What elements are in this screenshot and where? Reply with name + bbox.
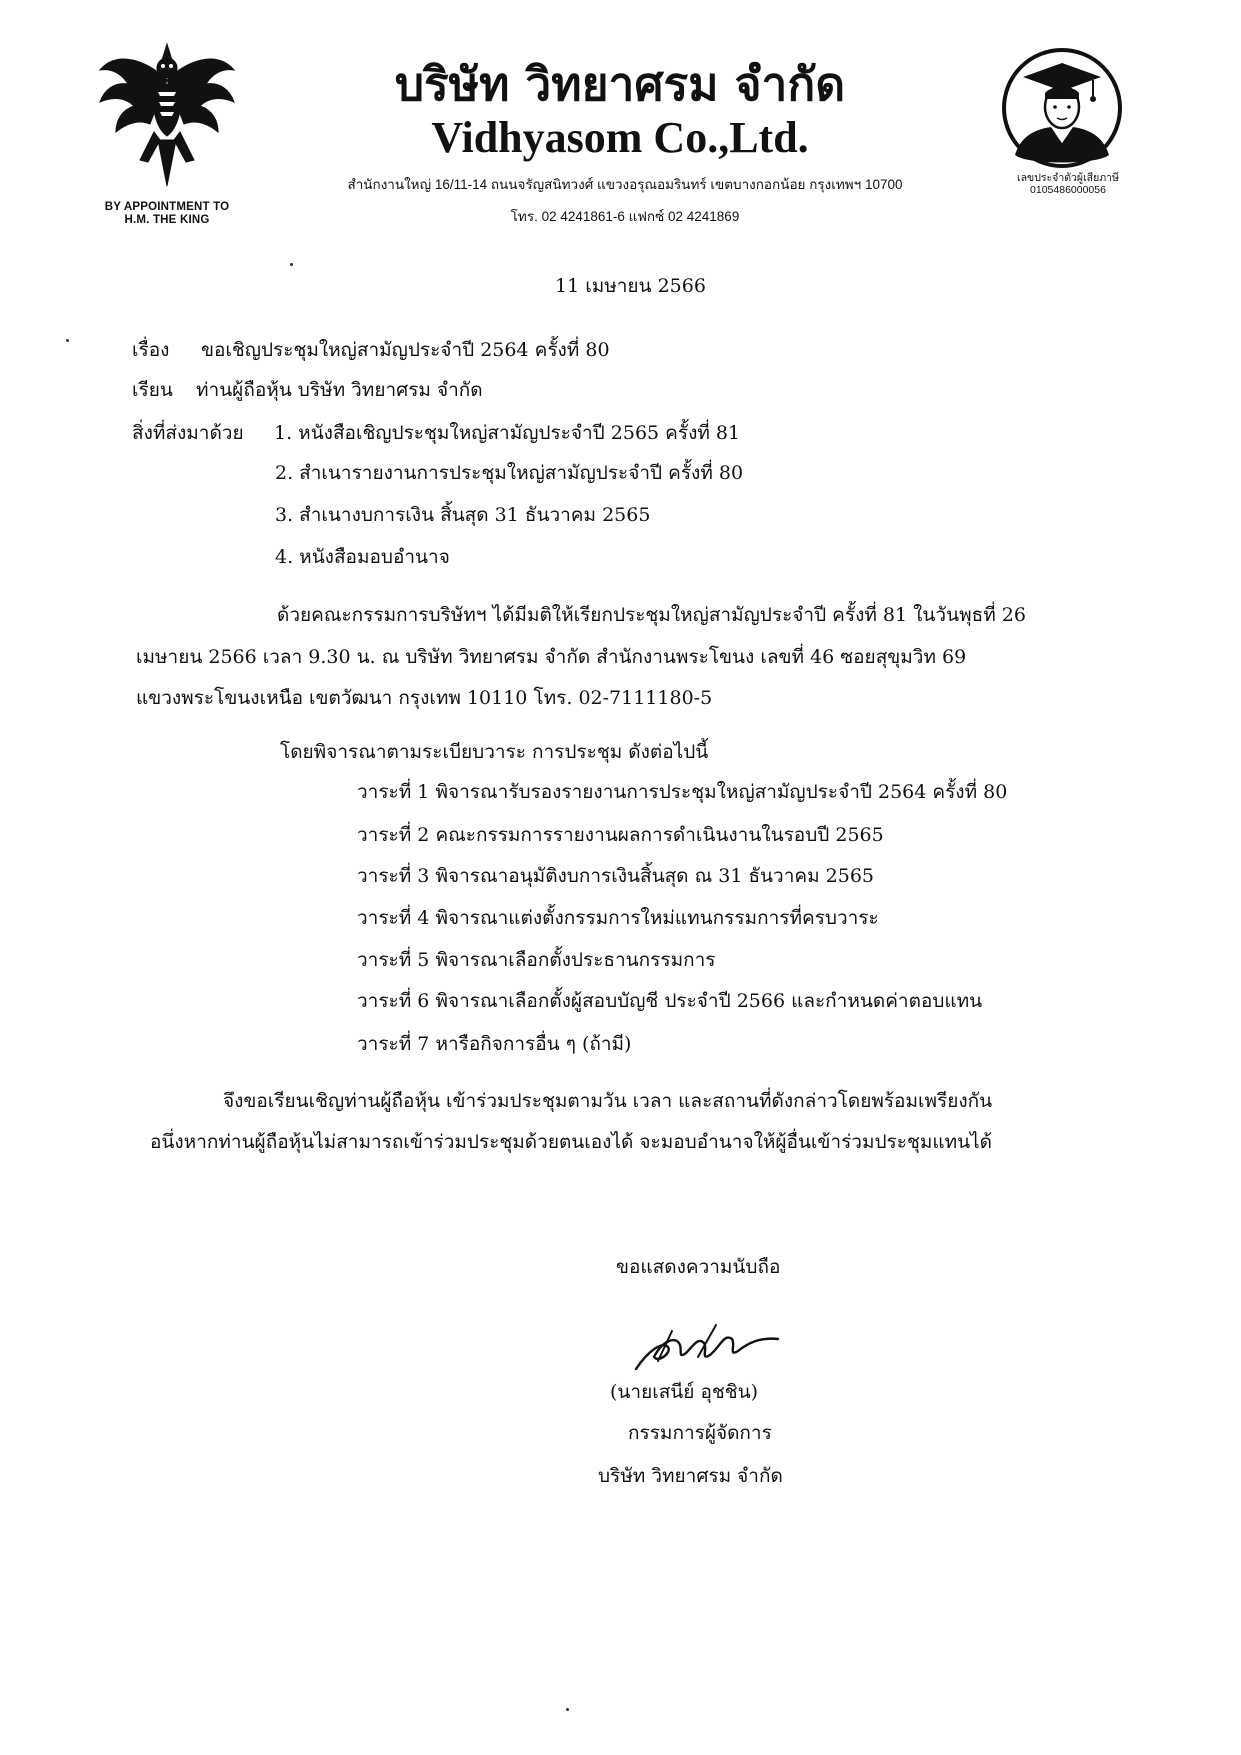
- scan-speck: [566, 1708, 569, 1711]
- agenda-item: วาระที่ 5 พิจารณาเลือกตั้งประธานกรรมการ: [357, 949, 716, 971]
- closing-line: อนึ่งหากท่านผู้ถือหุ้นไม่สามารถเข้าร่วมประชุมด้วยตนเองได้ จะมอบอำนาจให้ผู้อื่นเข้าร่วมประชุมแทนได้: [150, 1131, 993, 1153]
- scan-speck: [66, 339, 69, 342]
- appointment-line-1: BY APPOINTMENT TO: [104, 201, 230, 213]
- regards: ขอแสดงความนับถือ: [616, 1256, 781, 1278]
- enclosure-item: 2. สำเนารายงานการประชุมใหญ่สามัญประจำปี ครั้งที่ 80: [275, 462, 744, 484]
- tax-id-number: 0105486000056: [1030, 184, 1106, 196]
- head-office-address: สำนักงานใหญ่ 16/11-14 ถนนจรัญสนิทวงศ์ แขวงอรุณอมรินทร์ เขตบางกอกน้อย กรุงเทพฯ 10700: [347, 177, 903, 192]
- meeting-notice-line: เมษายน 2566 เวลา 9.30 น. ณ บริษัท วิทยาศรม จำกัด สำนักงานพระโขนง เลขที่ 46 ซอยสุขุมวิท 69: [136, 646, 967, 668]
- enclosure-item: 3. สำเนางบการเงิน สิ้นสุด 31 ธันวาคม 2565: [275, 504, 651, 526]
- agenda-item: วาระที่ 1 พิจารณารับรองรายงานการประชุมใหญ่สามัญประจำปี 2564 ครั้งที่ 80: [357, 781, 1008, 803]
- agenda-item: วาระที่ 4 พิจารณาแต่งตั้งกรรมการใหม่แทนกรรมการที่ครบวาระ: [357, 907, 879, 929]
- recipient-line: [132, 376, 483, 404]
- closing-line: จึงขอเรียนเชิญท่านผู้ถือหุ้น เข้าร่วมประชุมตามวัน เวลา และสถานที่ดังกล่าวโดยพร้อมเพรียงกัน: [223, 1090, 993, 1112]
- company-name-thai: บริษัท วิทยาศรม จำกัด: [394, 57, 846, 111]
- agenda-intro: โดยพิจารณาตามระเบียบวาระ การประชุม ดังต่อไปนี้: [280, 741, 709, 763]
- agenda-item: วาระที่ 2 คณะกรรมการรายงานผลการดำเนินงานในรอบปี 2565: [357, 824, 884, 846]
- garuda-emblem-icon: [92, 40, 242, 190]
- signer-name: (นายเสนีย์ อุชชิน): [610, 1381, 759, 1403]
- enclosure-line: [132, 419, 740, 447]
- agenda-item: วาระที่ 3 พิจารณาอนุมัติงบการเงินสิ้นสุด ณ 31 ธันวาคม 2565: [357, 865, 874, 887]
- meeting-notice-line: ด้วยคณะกรรมการบริษัทฯ ได้มีมติให้เรียกประชุมใหญ่สามัญประจำปี ครั้งที่ 81 ในวันพุธที่ 26: [277, 604, 1026, 626]
- scan-speck: [290, 263, 293, 266]
- subject-text: ขอเชิญประชุมใหญ่สามัญประจำปี 2564 ครั้งที่ 80: [201, 339, 610, 361]
- signer-company: บริษัท วิทยาศรม จำกัด: [598, 1465, 783, 1487]
- meeting-notice-line: แขวงพระโขนงเหนือ เขตวัฒนา กรุงเทพ 10110 โทร. 02-7111180-5: [136, 687, 713, 709]
- appointment-line-2: H.M. THE KING: [124, 214, 210, 226]
- enclosure-item: 4. หนังสือมอบอำนาจ: [275, 546, 450, 568]
- enclosure-item: 1. หนังสือเชิญประชุมใหญ่สามัญประจำปี 2565 ครั้งที่ 81: [274, 422, 741, 444]
- graduate-logo-icon: [1001, 47, 1123, 169]
- enclosure-label: สิ่งที่ส่งมาด้วย: [132, 422, 244, 444]
- agenda-item: วาระที่ 7 หารือกิจการอื่น ๆ (ถ้ามี): [357, 1033, 632, 1055]
- recipient-text: ท่านผู้ถือหุ้น บริษัท วิทยาศรม จำกัด: [196, 379, 483, 401]
- subject-label: เรื่อง: [132, 339, 170, 361]
- company-name-english: Vidhyasom Co.,Ltd.: [431, 113, 809, 162]
- handwritten-signature-icon: [628, 1311, 788, 1381]
- letter-date: 11 เมษายน 2566: [555, 275, 706, 297]
- agenda-item: วาระที่ 6 พิจารณาเลือกตั้งผู้สอบบัญชี ประจำปี 2566 และกำหนดค่าตอบแทน: [357, 990, 983, 1012]
- phone-fax: โทร. 02 4241861-6 แฟกซ์ 02 4241869: [510, 209, 740, 224]
- tax-id-label: เลขประจำตัวผู้เสียภาษี: [1017, 172, 1119, 184]
- royal-appointment-caption: [84, 201, 250, 227]
- recipient-label: เรียน: [132, 379, 173, 401]
- subject-line: [132, 336, 610, 364]
- signer-position: กรรมการผู้จัดการ: [628, 1422, 772, 1444]
